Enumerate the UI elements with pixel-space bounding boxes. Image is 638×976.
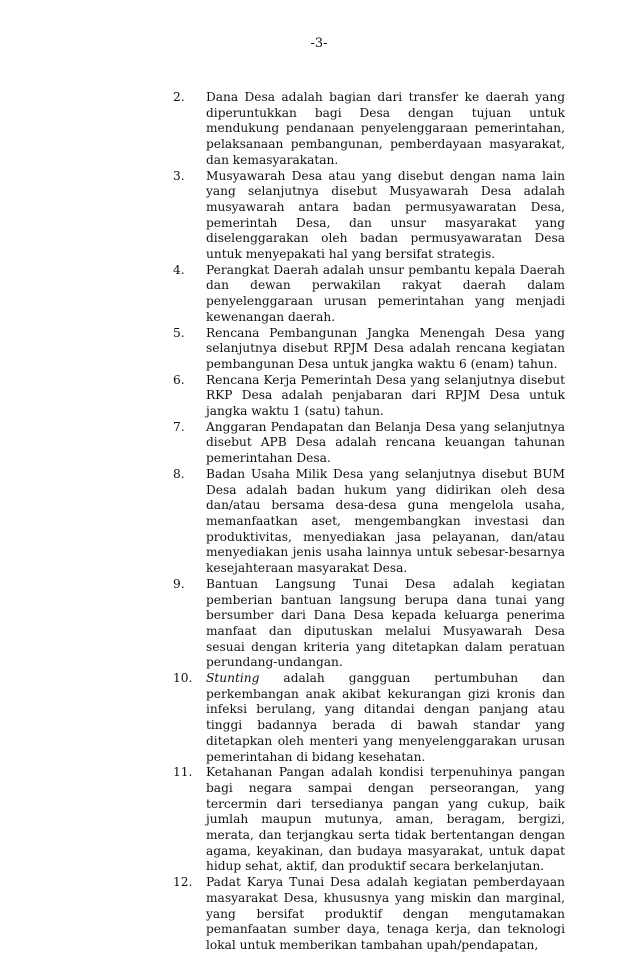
item-number: 11. xyxy=(173,765,193,780)
list-item-4 xyxy=(173,263,565,326)
list-item-6 xyxy=(173,373,565,420)
item-text: Musyawarah Desa atau yang disebut dengan nama lain yang selanjutnya disebut Musyawarah Desa adalah musyawarah antara badan permusyawaratan Desa, pemerintah Desa, dan unsur masyarakat yang diselenggarakan oleh badan permusyawaratan Desa untuk menyepakati hal yang bersifat strategis. xyxy=(206,168,565,262)
page-number: -3- xyxy=(310,36,328,51)
item-text: Rencana Pembangunan Jangka Menengah Desa yang selanjutnya disebut RPJM Desa adalah rencana kegiatan pembangunan Desa untuk jangka waktu 6 (enam) tahun. xyxy=(206,325,565,371)
list-item-2 xyxy=(173,90,565,169)
item-number: 5. xyxy=(173,325,185,340)
item-text: adalah gangguan pertumbuhan dan perkembangan anak akibat kekurangan gizi kronis dan infeksi berulang, yang ditandai dengan panjang atau tinggi badannya berada di bawah standar yang ditetapkan oleh menteri yang menyelenggarakan urusan pemerintahan di bidang kesehatan. xyxy=(206,671,565,764)
list-item-3 xyxy=(173,169,565,263)
list-item-10 xyxy=(173,671,565,765)
item-number: 9. xyxy=(173,576,185,591)
list-item-5 xyxy=(173,326,565,373)
list-item-7 xyxy=(173,420,565,467)
item-text: Rencana Kerja Pemerintah Desa yang selanjutnya disebut RKP Desa adalah penjabaran dari RPJM Desa untuk jangka waktu 1 (satu) tahun. xyxy=(206,372,565,419)
item-number: 12. xyxy=(173,875,193,890)
item-text: Ketahanan Pangan adalah kondisi terpenuhinya pangan bagi negara sampai dengan perseorangan, yang tercermin dari tersedianya pangan yang cukup, baik jumlah maupun mutunya, aman, beragam, bergizi, merata, dan terjangkau serta tidak bertentangan dengan agama, keyakinan, dan budaya masyarakat, untuk dapat hidup sehat, aktif, dan produktif secara berkelanjutan. xyxy=(206,765,565,874)
item-number: 2. xyxy=(173,90,185,104)
term-stunting: Stunting xyxy=(206,671,260,686)
item-number: 10. xyxy=(173,671,193,686)
item-number: 8. xyxy=(173,466,185,481)
item-text: Padat Karya Tunai Desa adalah kegiatan pemberdayaan masyarakat Desa, khususnya yang miskin dan marginal, yang bersifat produktif dengan mengutamakan pemanfaatan sumber daya, tenaga kerja, dan teknologi lokal untuk memberikan tambahan upah/pendapatan, xyxy=(206,875,565,952)
item-text: Bantuan Langsung Tunai Desa adalah kegiatan pemberian bantuan langsung berupa dana tunai yang bersumber dari Dana Desa kepada keluarga penerima manfaat dan diputuskan melalui Musyawarah Desa sesuai dengan kriteria yang ditetapkan dalam peratuan perundang-undangan. xyxy=(206,576,565,670)
list-item-8 xyxy=(173,467,565,577)
item-text: Anggaran Pendapatan dan Belanja Desa yang selanjutnya disebut APB Desa adalah rencana keuangan tahunan pemerintahan Desa. xyxy=(206,419,565,466)
item-text: Perangkat Daerah adalah unsur pembantu kepala Daerah dan dewan perwakilan rakyat daerah dalam penyelenggaraan urusan pemerintahan yang menjadi kewenangan daerah. xyxy=(206,262,565,324)
item-text-container xyxy=(206,671,565,765)
item-text: Dana Desa adalah bagian dari transfer ke daerah yang diperuntukkan bagi Desa dengan tujuan untuk mendukung pendanaan penyelenggaraan pemerintahan, pelaksanaan pembangunan, pemberdayaan masyarakat, dan kemasyarakatan. xyxy=(206,90,565,167)
list-item-9 xyxy=(173,577,565,671)
definitions-list xyxy=(173,90,565,954)
item-number: 3. xyxy=(173,168,185,183)
list-item-11 xyxy=(173,765,565,875)
item-number: 6. xyxy=(173,372,185,387)
item-number: 7. xyxy=(173,419,185,434)
item-text: Badan Usaha Milik Desa yang selanjutnya disebut BUM Desa adalah badan hukum yang didirikan oleh desa dan/atau bersama desa-desa guna mengelola usaha, memanfaatkan aset, mengembangkan investasi dan produktivitas, menyediakan jasa pelayanan, dan/atau menyediakan jenis usaha lainnya untuk sebesar-besarnya kesejahteraan masyarakat Desa. xyxy=(206,466,565,576)
list-item-12 xyxy=(173,875,565,954)
item-number: 4. xyxy=(173,262,185,277)
